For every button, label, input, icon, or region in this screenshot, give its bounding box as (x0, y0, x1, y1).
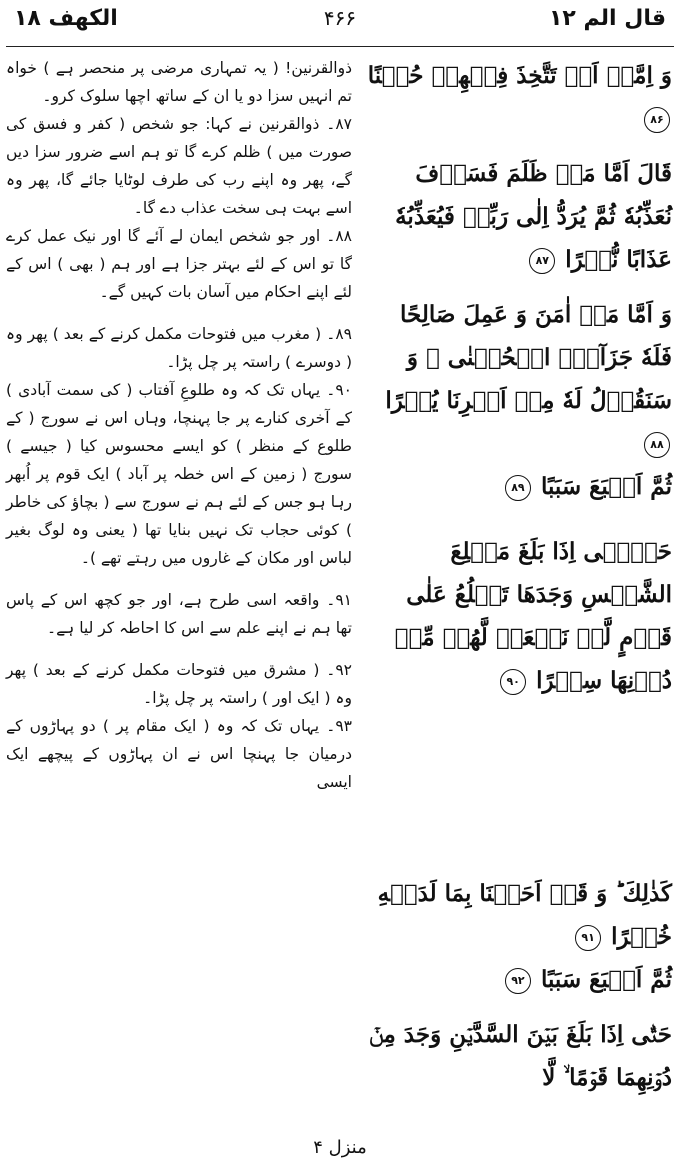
verse-text: حَتّٰۤی اِذَا بَلَغَ بَیۡنَ السَّدَّیۡنِ وَجَدَ مِنۡ دُوۡنِهِمَا قَوۡمًا ۙ لَّا (369, 1021, 672, 1091)
arabic-verse (364, 530, 672, 702)
page-header (0, 0, 680, 44)
ayah-number-icon: ۹۱ (575, 925, 601, 951)
translation-paragraph: ۹۱۔ واقعہ اسی طرح ہے، اور جو کچھ اس کے پاس تھا ہم نے اپنے علم سے اس کا احاطہ کر لیا ہے۔ (6, 591, 352, 637)
verse-text: ثُمَّ اَتۡبَعَ سَبَبًا (540, 473, 672, 500)
arabic-verse (364, 958, 672, 1001)
ayah-number-icon: ۹۰ (500, 669, 526, 695)
verse-text: حَتّٰۤی اِذَا بَلَغَ مَطۡلِعَ الشَّمۡسِ وَجَدَهَا تَطۡلُعُ عَلٰی قَوۡمٍ لَّمۡ نَجۡعَلۡ لَّهُمۡ مِّنۡ دُوۡنِهَا سِتۡرًا (394, 538, 672, 694)
translation-paragraph: ذوالقرنین! ( یہ تمہاری مرضی پر منحصر ہے ) خواہ تم انہیں سزا دو یا ان کے ساتھ اچھا سلوک کرو۔ (6, 59, 352, 105)
arabic-verse (364, 293, 672, 465)
arabic-verse (364, 465, 672, 508)
verse-text: وَ اَمَّا مَنۡ اٰمَنَ وَ عَمِلَ صَالِحًا فَلَهٗ جَزَآءَۨ الۡحُسۡنٰی ۚ وَ سَنَقُوۡلُ لَهٗ مِنۡ اَمۡرِنَا یُسۡرًا (385, 301, 672, 414)
manzil-footer: منزل ۴ (313, 1137, 367, 1158)
ayah-number-icon: ۹۲ (505, 968, 531, 994)
translation-paragraph: ۸۸۔ اور جو شخص ایمان لے آئے گا اور نیک عمل کرے گا تو اس کے لئے بہتر جزا ہے اور ہم ( بھی ) اس کے لئے اپنے احکام میں آسان بات کہیں گے۔ (6, 227, 352, 301)
translation-paragraph: ۹۰۔ یہاں تک کہ وہ طلوعِ آفتاب ( کی سمت آبادی ) کے آخری کنارے پر جا پہنچا، وہاں اس نے سورج ( کے طلوع کے منظر ) کو ایسے محسوس کیا ( جیسے ) سورج ( زمین کے اس خطہ پر آباد ) ایک قوم پر اُبھر رہا ہو جس کے لئے ہم نے سورج سے ( بچاؤ کی خاطر ) کوئی حجاب تک نہیں بنایا تھا ( یعنی وہ لوگ بغیر لباس اور مکان کے غاروں میں رہتے تھے )۔ (6, 381, 352, 567)
ayah-number-icon: ۸۷ (529, 248, 555, 274)
arabic-column (364, 54, 672, 1099)
translation-paragraph: ۸۷۔ ذوالقرنین نے کہا: جو شخص ( کفر و فسق کی صورت میں ) ظلم کرے گا تو ہم اسے ضرور سزا دیں گے، پھر وہ اپنے رب کی طرف لوٹایا جائے گا، پھر وہ اسے بہت ہی سخت عذاب دے گا۔ (6, 115, 352, 217)
ayah-number-icon: ۸۶ (644, 107, 670, 133)
arabic-verse (364, 54, 672, 140)
translation-paragraph: ۹۳۔ یہاں تک کہ وہ ( ایک مقام پر ) دو پہاڑوں کے درمیان جا پہنچا اس نے ان پہاڑوں کے پیچھے ایک ایسی (6, 717, 352, 791)
translation-paragraph: ۹۲۔ ( مشرق میں فتوحات مکمل کرنے کے بعد ) پھر وہ ( ایک اور ) راستہ پر چل پڑا۔ (6, 661, 352, 707)
ayah-number-icon: ۸۸ (644, 432, 670, 458)
translation-paragraph: ۸۹۔ ( مغرب میں فتوحات مکمل کرنے کے بعد ) پھر وہ ( دوسرے ) راستہ پر چل پڑا۔ (6, 325, 352, 371)
arabic-verse (364, 152, 672, 281)
page-number: ۴۶۶ (323, 6, 357, 30)
surah-name: الکھف ۱۸ (14, 6, 118, 31)
verse-text: وَ اِمَّاۤ اَنۡ تَتَّخِذَ فِیۡهِمۡ حُسۡنًا (367, 62, 672, 89)
juz-name: قال الم ۱۲ (549, 6, 666, 31)
verse-text: قَالَ اَمَّا مَنۡ ظَلَمَ فَسَوۡفَ نُعَذِّبُهٗ ثُمَّ یُرَدُّ اِلٰی رَبِّهٖ فَیُعَذِّبُهٗ عَذَابًا نُّكۡرًا (395, 160, 672, 273)
arabic-verse (364, 1013, 672, 1099)
translation-column (6, 54, 352, 796)
header-divider (6, 46, 674, 47)
arabic-verse (364, 872, 672, 958)
verse-text: كَذٰلِكَ ؕ وَ قَدۡ اَحَطۡنَا بِمَا لَدَیۡهِ خُبۡرًا (377, 880, 672, 950)
ayah-number-icon: ۸۹ (505, 475, 531, 501)
verse-text: ثُمَّ اَتۡبَعَ سَبَبًا (540, 966, 672, 993)
